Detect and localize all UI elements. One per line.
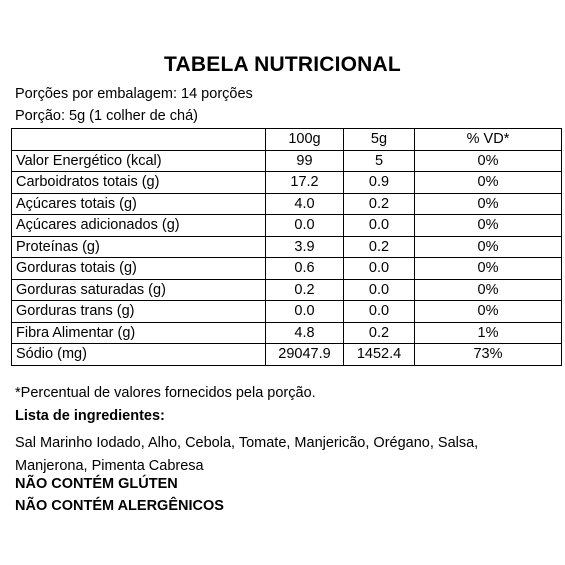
per-5g-cell: 0.0 (344, 279, 415, 301)
table-row (12, 236, 562, 258)
table-row (12, 193, 562, 215)
daily-value-cell: 0% (415, 258, 562, 280)
nutrient-name-cell: Carboidratos totais (g) (12, 172, 266, 194)
nutrient-name-cell: Sódio (mg) (12, 344, 266, 366)
per-5g-cell: 0.0 (344, 258, 415, 280)
table-row (12, 258, 562, 280)
nutrient-name-cell: Gorduras trans (g) (12, 301, 266, 323)
daily-value-cell: 0% (415, 279, 562, 301)
per-5g-cell: 0.2 (344, 193, 415, 215)
ingredients-heading: Lista de ingredientes: (15, 408, 165, 424)
allergen-warning: NÃO CONTÉM ALERGÊNICOS (15, 498, 224, 514)
nutrient-name-cell: Proteínas (g) (12, 236, 266, 258)
table-row (12, 172, 562, 194)
vd-footnote: *Percentual de valores fornecidos pela porção. (15, 385, 316, 401)
per-100g-cell: 3.9 (266, 236, 344, 258)
per-5g-cell: 0.0 (344, 215, 415, 237)
per-5g-cell: 0.9 (344, 172, 415, 194)
per-100g-cell: 0.0 (266, 215, 344, 237)
daily-value-cell: 0% (415, 193, 562, 215)
gluten-warning: NÃO CONTÉM GLÚTEN (15, 476, 178, 492)
per-5g-cell: 0.2 (344, 322, 415, 344)
nutrient-name-cell: Fibra Alimentar (g) (12, 322, 266, 344)
daily-value-cell: 1% (415, 322, 562, 344)
daily-value-cell: 0% (415, 301, 562, 323)
per-5g-cell: 1452.4 (344, 344, 415, 366)
portion-size: Porção: 5g (1 colher de chá) (15, 108, 198, 124)
daily-value-cell: 0% (415, 150, 562, 172)
table-row (12, 279, 562, 301)
per-5g-cell: 0.2 (344, 236, 415, 258)
daily-value-cell: 73% (415, 344, 562, 366)
label-title: TABELA NUTRICIONAL (164, 53, 401, 76)
per-5g-cell: 0.0 (344, 301, 415, 323)
per-5g-cell: 5 (344, 150, 415, 172)
header-cell-vd: % VD* (415, 129, 562, 151)
table-row (12, 322, 562, 344)
nutrient-name-cell: Açúcares adicionados (g) (12, 215, 266, 237)
ingredients-list: Sal Marinho Iodado, Alho, Cebola, Tomate, Manjericão, Orégano, Salsa, Manjerona, Pimenta Cabresa (15, 435, 479, 474)
per-100g-cell: 4.8 (266, 322, 344, 344)
nutrition-table-body (12, 129, 562, 366)
per-100g-cell: 99 (266, 150, 344, 172)
table-row (12, 301, 562, 323)
nutrient-name-cell: Gorduras totais (g) (12, 258, 266, 280)
nutrient-name-cell: Valor Energético (kcal) (12, 150, 266, 172)
table-row (12, 215, 562, 237)
per-100g-cell: 29047.9 (266, 344, 344, 366)
table-row (12, 344, 562, 366)
nutrient-name-cell: Gorduras saturadas (g) (12, 279, 266, 301)
table-row (12, 150, 562, 172)
per-100g-cell: 4.0 (266, 193, 344, 215)
nutrient-name-cell: Açúcares totais (g) (12, 193, 266, 215)
per-100g-cell: 0.0 (266, 301, 344, 323)
table-header-row (12, 129, 562, 151)
nutrition-table (11, 128, 562, 366)
per-100g-cell: 17.2 (266, 172, 344, 194)
per-100g-cell: 0.6 (266, 258, 344, 280)
header-cell-nutrient (12, 129, 266, 151)
header-cell-5g: 5g (344, 129, 415, 151)
daily-value-cell: 0% (415, 215, 562, 237)
daily-value-cell: 0% (415, 172, 562, 194)
servings-per-package: Porções por embalagem: 14 porções (15, 86, 253, 102)
per-100g-cell: 0.2 (266, 279, 344, 301)
daily-value-cell: 0% (415, 236, 562, 258)
header-cell-100g: 100g (266, 129, 344, 151)
